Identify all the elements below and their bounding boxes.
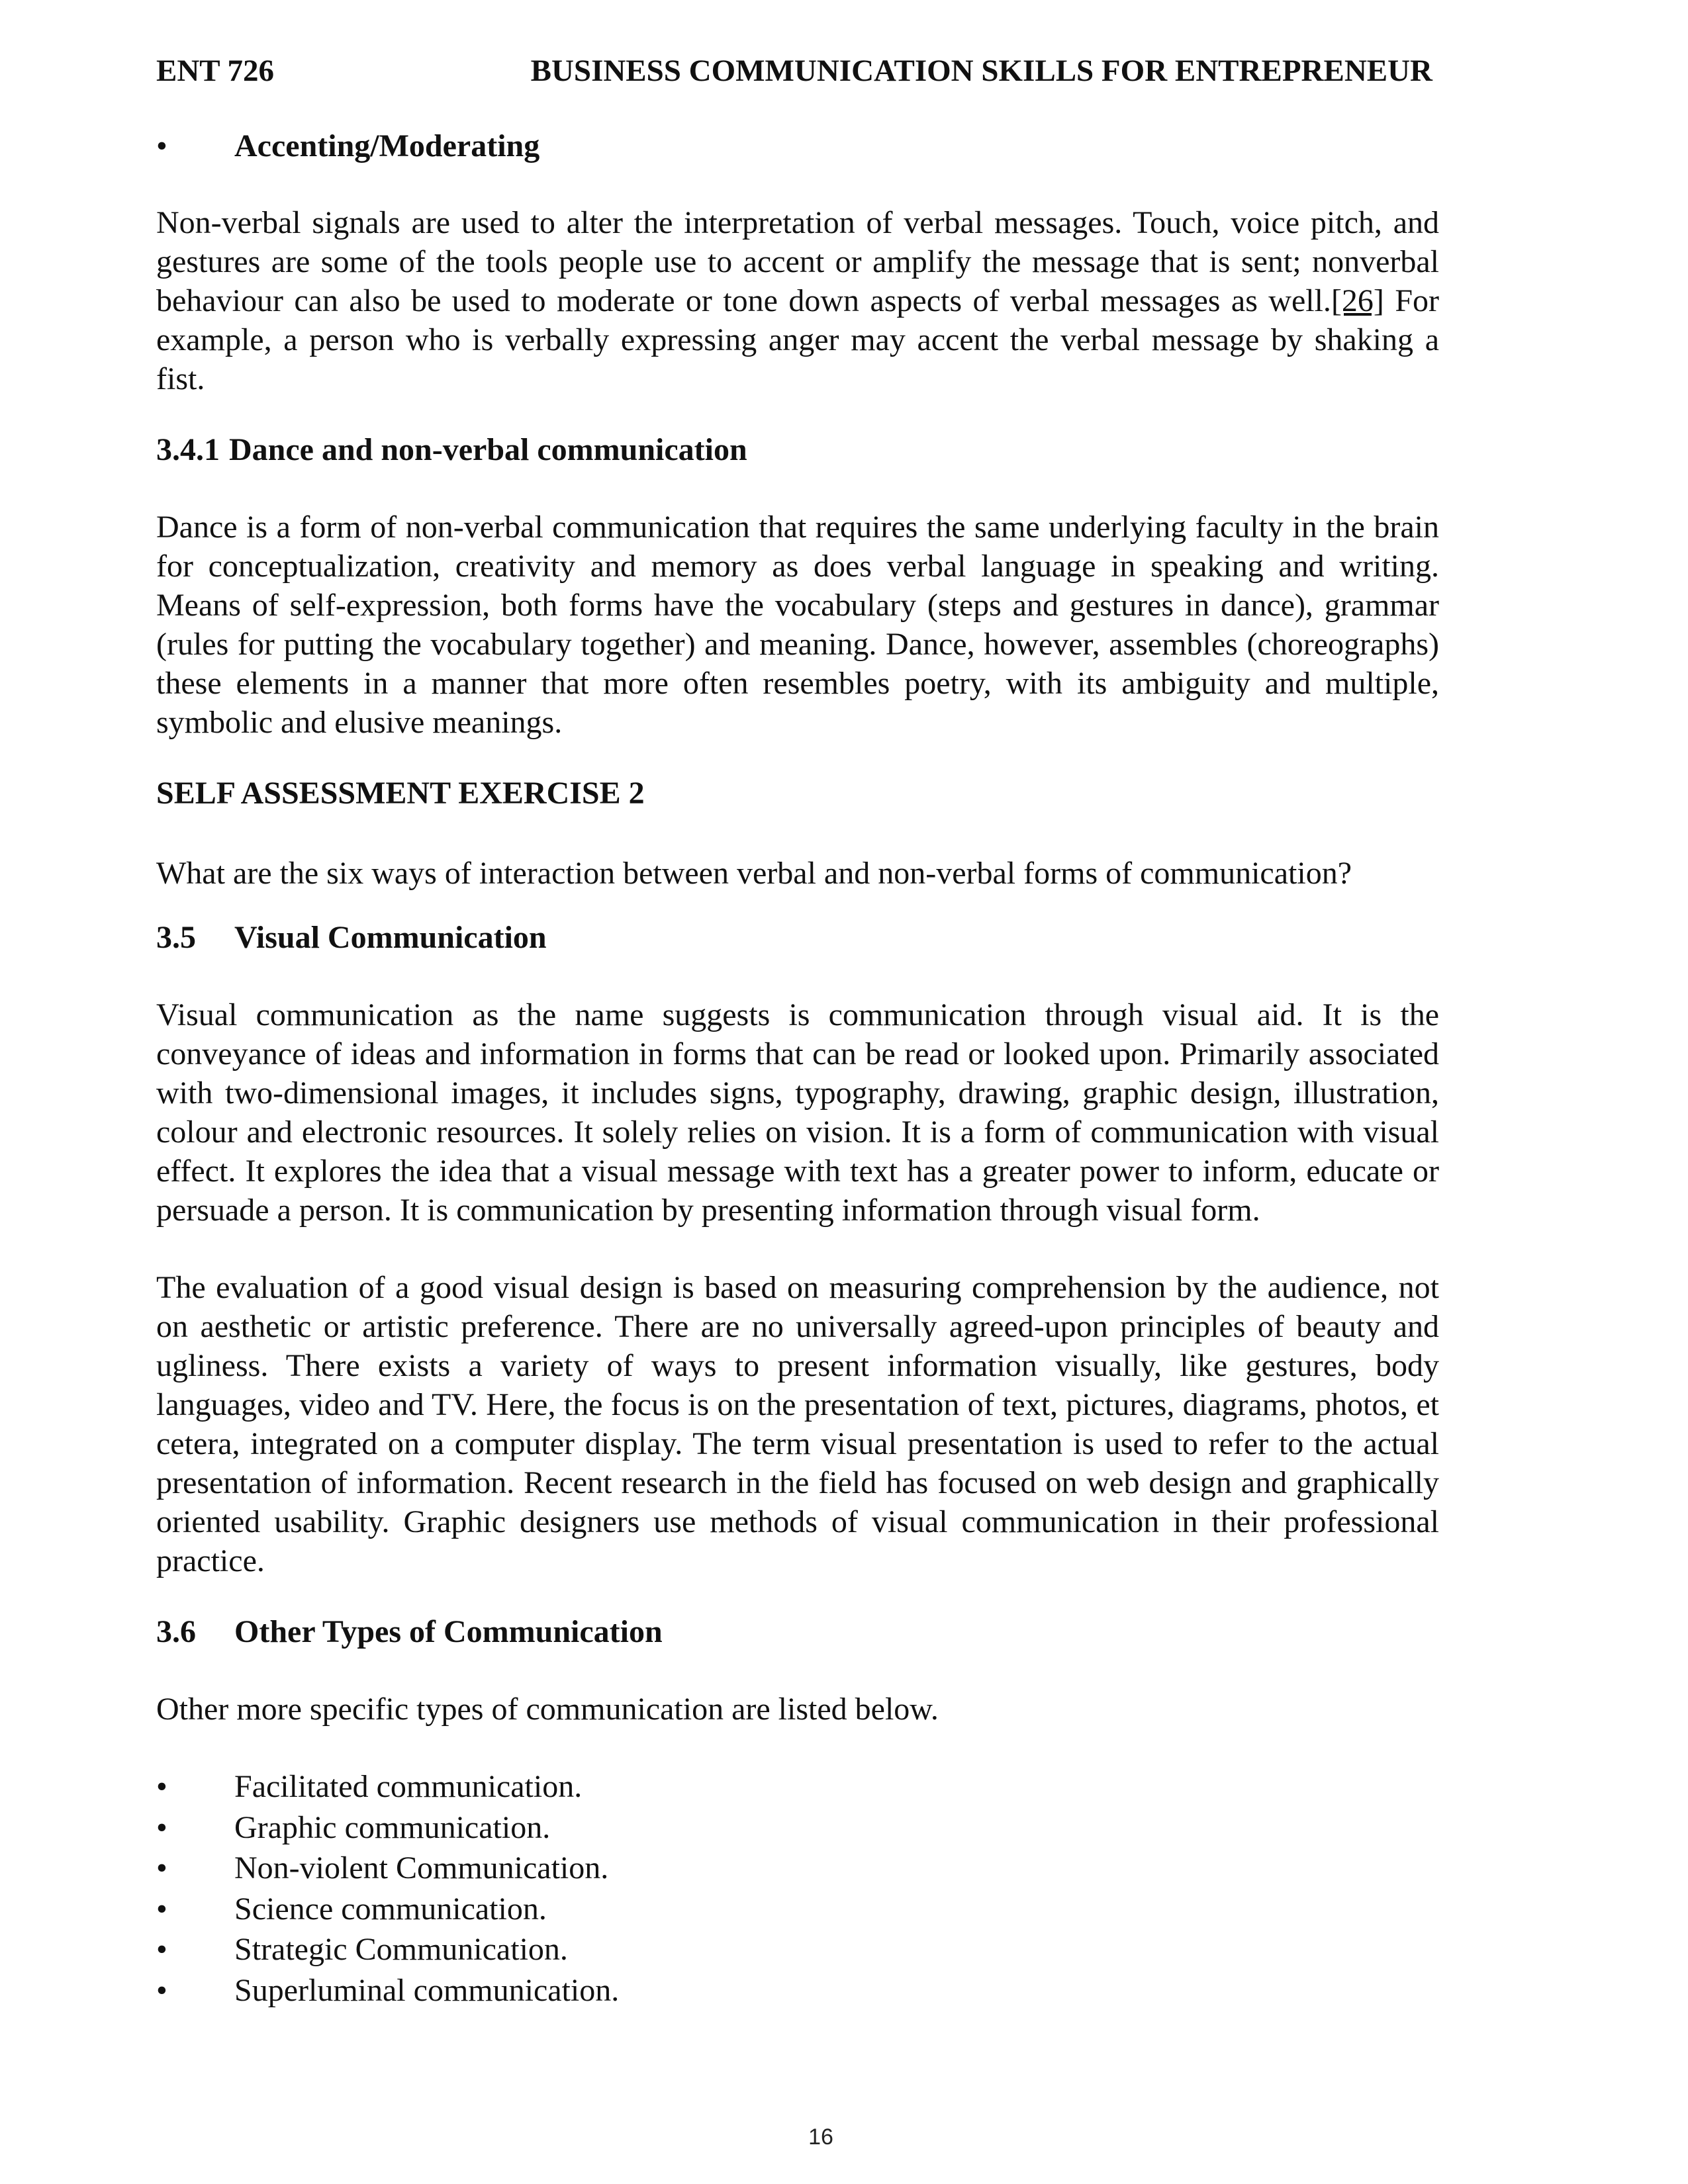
section-number: 3.6 <box>156 1614 196 1649</box>
types-intro: Other more specific types of communication are listed below. <box>156 1692 939 1727</box>
list-item-text: Science communication. <box>234 1891 547 1927</box>
list-item-text: Strategic Communication. <box>234 1932 568 1967</box>
visual-paragraph-1: Visual communication as the name suggests is communication through visual aid. It is the conveyance of ideas and information in forms that can be read or looked upon. Primarily associated with two-dimensional images, it includes signs, typography, drawing, graphic design, illustration, colour and electronic resources. It solely relies on vision. It is a form of communication with visual effect. It explores the idea that a visual message with text has a greater power to inform, educate or persuade a person. It is communication by presenting information through visual form. <box>156 997 1439 1228</box>
section-title: Dance and non-verbal communication <box>229 432 747 467</box>
section-341-heading <box>156 430 1439 469</box>
reference-link[interactable]: [26] <box>1331 283 1384 318</box>
list-item-text: Superluminal communication. <box>234 1972 620 2008</box>
section-number: 3.4.1 <box>156 432 220 467</box>
course-title: BUSINESS COMMUNICATION SKILLS FOR ENTREPRENEUR <box>530 54 1432 88</box>
list-item <box>156 1889 1439 1931</box>
bullet-icon: • <box>156 128 167 163</box>
bullet-icon: • <box>156 1891 167 1927</box>
bullet-icon: • <box>156 1809 167 1845</box>
accenting-text-after: For example, a person who is verbally expressing anger may accent the verbal message by shaking a fist. <box>156 283 1439 396</box>
self-assessment-question: What are the six ways of interaction between verbal and non-verbal forms of communication? <box>156 856 1352 891</box>
list-item <box>156 1971 1439 2012</box>
section-number: 3.5 <box>156 920 196 955</box>
bullet-icon: • <box>156 1850 167 1886</box>
list-item <box>156 1767 1439 1808</box>
accenting-text-before: Non-verbal signals are used to alter the interpretation of verbal messages. Touch, voice pitch, and gestures are some of the tools people use to accent or amplify the message that is sent; nonverbal behaviour can also be used to moderate or tone down aspects of verbal messages as well. <box>156 205 1439 318</box>
document-page <box>156 52 1439 2011</box>
list-item-text: Graphic communication. <box>234 1809 551 1845</box>
list-item <box>156 1848 1439 1889</box>
section-36-heading <box>156 1612 1439 1651</box>
course-code: ENT 726 <box>156 54 275 88</box>
accenting-paragraph <box>156 203 1439 398</box>
list-item-text: Facilitated communication. <box>234 1769 583 1804</box>
list-item-text: Non-violent Communication. <box>234 1850 609 1886</box>
visual-paragraph-2: The evaluation of a good visual design is based on measuring comprehension by the audience, not on aesthetic or artistic preference. There are no universally agreed-upon principles of beauty and ugliness. There exists a variety of ways to present information visually, like gestures, body languages, video and TV. Here, the focus is on the presentation of text, pictures, diagrams, photos, et cetera, integrated on a computer display. The term visual presentation is used to refer to the actual presentation of information. Recent research in the field has focused on web design and graphically oriented usability. Graphic designers use methods of visual communication in their professional practice. <box>156 1270 1439 1578</box>
running-header <box>156 52 1439 91</box>
list-item <box>156 1930 1439 1971</box>
types-list <box>156 1767 1439 2011</box>
section-title: Visual Communication <box>234 920 547 955</box>
bullet-icon: • <box>156 1932 167 1967</box>
bullet-icon: • <box>156 1972 167 2008</box>
list-item <box>156 1808 1439 1849</box>
accenting-heading <box>156 126 1439 165</box>
section-35-heading <box>156 918 1439 957</box>
bullet-icon: • <box>156 1769 167 1804</box>
section-title: Other Types of Communication <box>234 1614 663 1649</box>
dance-paragraph: Dance is a form of non-verbal communication that requires the same underlying faculty in the brain for conceptualization, creativity and memory as does verbal language in speaking and writing. Means of self-expression, both forms have the vocabulary (steps and gestures in dance), grammar (rules for putting the vocabulary together) and meaning. Dance, however, assembles (choreographs) these elements in a manner that more often resembles poetry, with its ambiguity and multiple, symbolic and elusive meanings. <box>156 510 1439 740</box>
accenting-heading-text: Accenting/Moderating <box>234 128 540 163</box>
self-assessment-heading: SELF ASSESSMENT EXERCISE 2 <box>156 776 645 811</box>
page-number: 16 <box>808 2124 833 2150</box>
